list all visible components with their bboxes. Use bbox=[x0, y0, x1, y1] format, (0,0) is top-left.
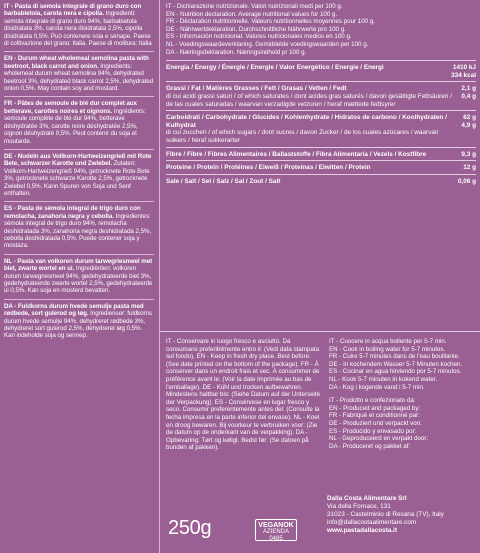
ingredient-heading: ES - Pasta de sémola integral de trigo duro con remolacha, zanahoria negra y cebolla. bbox=[4, 205, 141, 220]
storage-info: IT - Conservare in luogo fresco e asciutto. Da consumarsi preferibilmente entro il: (Vedi data stampata sul fondo). EN - Keep in fresh dry place. Best before: (See date printed on the bottom of the package). FR - À conserver dans un endroit frais et sec. À consommer de préférence avant le: (Voir la date imprimée au bas de l'emballage). DE - Kühl und trocken aufbewahren. Mindestens haltbar bis: (Siehe Datum auf der Unterseite der Verpackung). ES - Consérvese en lugar fresco y seco. Consumir preferentemente antes del: (Consulte la fecha impresa en la parte inferior del envase). NL - Koel en droog bewaren. Bij voorkeur te verbruiken voor: (Zie de datum op de onderkant van de verpakking). DA - Opbevaring: Tørt og køligt. Bedst før: (Se datoen på bunden af pakken). bbox=[166, 338, 321, 452]
ingredient-heading: DE - Nudeln aus Vollkorn-Hartweizengrieß mit Rote Bete, schwarzer Karotte und Zwiebel. bbox=[4, 152, 152, 168]
cooking-info bbox=[321, 338, 476, 452]
cooking-line: DA - Kog i kogende vand i 5-7 min. bbox=[329, 383, 425, 391]
ingredient-block bbox=[4, 299, 154, 340]
cooking-line: NL - Kook 5-7 minuten in kokend water. bbox=[329, 375, 438, 383]
net-weight: 250g bbox=[168, 517, 212, 539]
ingredients-panel bbox=[0, 0, 158, 553]
ingredient-text: Ingrediënten: volkoren durum tarwegriesmeel 94%, gedehydrateerde biet 3%, gedehydrateerde zwarte wortel 2,5%, gedehydrateerde ui 0,5%. Kan soja en mosterd bevatten. bbox=[4, 265, 153, 295]
cooking-line: FR - Cuire 5-7 minutes dans de l'eau bouillante. bbox=[329, 353, 460, 361]
veganok-logo bbox=[255, 519, 297, 541]
producer-line: DA - Produceret og pakket af: bbox=[329, 442, 411, 450]
nutrition-label bbox=[166, 178, 458, 186]
nutrient-value: 12 g bbox=[463, 164, 476, 172]
declaration-line: NL - Voedingswaardeverklaring. Gemiddelde voedingswaarden per 100 g. bbox=[166, 40, 369, 48]
nutrition-row bbox=[166, 147, 476, 161]
brand-block bbox=[327, 495, 444, 535]
cooking-instructions bbox=[329, 338, 476, 391]
ingredient-text: Ingrédients: semoule complète de blé dur 94%, betterave déshydratée 3%, carotte noire déshydratée 2,5%, oignon déshydraté 0,5%. Peut contenir du soja et moutarde. bbox=[4, 107, 146, 145]
cooking-line: ES - Cocinar en agua hirviendo por 5-7 minutos. bbox=[329, 368, 462, 376]
nutrition-values bbox=[461, 151, 476, 159]
nutrition-table bbox=[166, 60, 476, 187]
ingredient-text: Zutaten: Vollkorn-Hartweizengrieß 94%, getrocknete Rote Bete 3%, getrocknete schwarze Karotte 2,5%, getrocknete Zwiebel 0,5%. Kann Spuren von Soja und Senf enthalten. bbox=[4, 160, 150, 197]
nutrition-row bbox=[166, 60, 476, 81]
nutrition-values bbox=[463, 164, 476, 172]
producer-line: DE - Produziert und verpackt von: bbox=[329, 419, 422, 427]
nutrient-value: 334 kcal bbox=[451, 71, 476, 79]
nutrition-label bbox=[166, 164, 463, 172]
declaration-line: EN - Nutrition declaration. Average nutritional values for 100 g. bbox=[166, 10, 338, 18]
nutrient-name: Fibre / Fibre / Fibres Alimentaires / Ballaststoffe / Fibra Alimentaria / Vezels / Kostfibre bbox=[166, 150, 427, 158]
nutrient-value: 1410 kJ bbox=[452, 64, 476, 72]
section-divider bbox=[160, 331, 480, 332]
brand-city: 31023 - Castelminio di Resana (TV), Italy bbox=[327, 511, 444, 518]
nutrient-subname: di cui acidi grassi saturi / of which saturates / dont acides gras saturés / davon gesättigte Fettsäuren / de las cuales saturadas / waarvan verzadigde vetzuren / heraf mættede fedtsyrer bbox=[166, 92, 452, 108]
veganok-code: AZIENDA 0485 bbox=[262, 529, 289, 542]
nutrient-subname: di cui zuccheri / of which sugars / dont sucres / davon Zucker / de los cuales azúcares / waarvan suikers / heraf sukkerarter bbox=[166, 129, 439, 144]
ingredient-block bbox=[4, 254, 154, 295]
declaration-line: DE - Nährwertdeklaration. Durchschnittliche Nährwerte pro 100 g. bbox=[166, 25, 346, 33]
nutrition-values bbox=[461, 114, 476, 129]
nutrition-label bbox=[166, 114, 461, 144]
declaration-line: DA - Næringsdeklaration. Næringsindhold pr 100 g. bbox=[166, 48, 307, 56]
declaration-line: FR - Déclaration nutritionnelle. Valeurs nutritionnelles moyennes pour 100 g. bbox=[166, 18, 375, 26]
nutrition-row bbox=[166, 174, 476, 188]
ingredient-heading: IT - Pasta di semola integrale di grano duro con barbabietola, carota nera e cipolla. bbox=[4, 3, 142, 18]
ingredient-heading: FR - Pâtes de semoule de blé dur complet aux betterave, carottes noires et oignons. bbox=[4, 100, 137, 115]
producer-line: ES - Producido y envasado por: bbox=[329, 427, 417, 435]
brand-website: www.pastadallacosta.it bbox=[327, 527, 398, 534]
nutrition-label bbox=[166, 85, 461, 108]
nutrition-row bbox=[166, 110, 476, 146]
brand-street: Via della Fornace, 131 bbox=[327, 503, 391, 510]
ingredient-text: Ingredienti: semola integrale di grano duro 94%, barbabietola disidratata 3%, carota nera disidratata 2,5%, cipolla disidratata 0,5%. Può contenere soia e senape. Paese di coltivazione del grano: Italia. Paese di molitura: Italia bbox=[4, 10, 152, 48]
declaration-line: ES - Información nutricional. Valores nutricionales medios en 100 g. bbox=[166, 33, 352, 41]
nutrient-name: Sale / Salt / Sel / Salz / Sal / Zout / Salt bbox=[166, 177, 281, 185]
ingredient-heading: DA - Fuldkorns durum hvede semulje pasta med rødbede, sort gulerod og løg. bbox=[4, 302, 144, 318]
nutrition-label bbox=[166, 64, 451, 72]
nutrient-name: Energia / Energy / Énergie / Energie / Valor Energético / Energie / Energi bbox=[166, 64, 384, 72]
producer-info bbox=[329, 397, 476, 450]
ingredient-block bbox=[4, 149, 154, 197]
nutrition-row bbox=[166, 160, 476, 174]
producer-line: FR - Fabriqué et conditionné par: bbox=[329, 412, 420, 420]
nutrition-declaration bbox=[166, 3, 476, 60]
nutrition-values bbox=[461, 85, 476, 100]
ingredient-text: Ingredienser: fuldkorns durum hvede semulje 94%, dehydreret rødbede 3%, dehydreret sort gulerod 2,5%, dehydreret løg 0,5%. Kan indeholde soja og sennep. bbox=[4, 310, 152, 340]
nutrition-row bbox=[166, 81, 476, 110]
nutrition-values bbox=[451, 64, 476, 79]
ingredient-heading: EN - Durum wheat wholemeal semolina pasta with beetroot, black carrot and onion. bbox=[4, 55, 149, 70]
producer-line: EN - Produced and packaged by: bbox=[329, 404, 421, 412]
nutrient-value: 0,4 g bbox=[461, 92, 476, 100]
cooking-line: IT - Cuocere in acqua bollente per 5-7 min. bbox=[329, 338, 447, 345]
veganok-title: VEGANOK bbox=[258, 522, 294, 529]
brand-name: Dalla Costa Alimentare Srl bbox=[327, 495, 407, 502]
cooking-line: EN - Cook in boiling water for 5-7 minutes. bbox=[329, 345, 446, 353]
cooking-line: DE - In kochendem Wasser 5-7 Minuten kochen. bbox=[329, 360, 463, 368]
nutrient-value: 2,1 g bbox=[461, 85, 476, 93]
nutrition-panel bbox=[160, 0, 480, 553]
ingredient-block bbox=[4, 51, 154, 92]
nutrient-name: Grassi / Fat / Matières Grasses / Fett / Grasas / Vetten / Fedt bbox=[166, 85, 347, 93]
producer-line: IT - Prodotto e confezionato da: bbox=[329, 397, 416, 405]
ingredient-text: Ingredients: wholemeal durum wheat semolina 94%, dehydrated beetroot 3%, dehydrated black carrot 2,5%, dehydrated onion 0,5%. May contain soy and mustard. bbox=[4, 62, 154, 93]
ingredient-text: Ingredientes: sémola integral de trigo duro 94%, remolacha deshidratada 3%, zanahoria negra deshidratada 2,5%, cebolla deshidratada 0,5%. Puede contener soja y mostaza. bbox=[4, 212, 152, 250]
nutrient-value: 9,3 g bbox=[461, 150, 476, 158]
nutrient-value: 0,06 g bbox=[457, 177, 476, 185]
usage-info bbox=[166, 338, 476, 452]
nutrient-value: 62 g bbox=[463, 114, 476, 122]
ingredient-block bbox=[4, 201, 154, 249]
nutrition-values bbox=[458, 178, 476, 186]
brand-email: info@dallacostaalimentare.com bbox=[327, 519, 417, 526]
nutrient-value: 4,9 g bbox=[461, 121, 476, 129]
ingredient-heading: NL - Pasta van volkoren durum tarwegriesmeel met biet, zwarte wortel en ui. bbox=[4, 257, 153, 273]
ingredient-block bbox=[4, 96, 154, 144]
producer-line: NL - Geproduceerd en verpakt door: bbox=[329, 435, 429, 443]
nutrition-label bbox=[166, 151, 461, 159]
nutrient-name: Proteine / Protein / Protéines / Eiweiß / Proteínas / Eiwitten / Protein bbox=[166, 164, 371, 172]
ingredient-block bbox=[4, 3, 154, 47]
nutrient-name: Carboidrati / Carbohydrate / Glucides / Kohlenhydrate / Hidratos de carbono / Koolhydraten / Kulhydrat bbox=[166, 114, 447, 129]
declaration-line: IT - Dichiarazione nutrizionale. Valori nutrizionali medi per 100 g. bbox=[166, 3, 343, 10]
